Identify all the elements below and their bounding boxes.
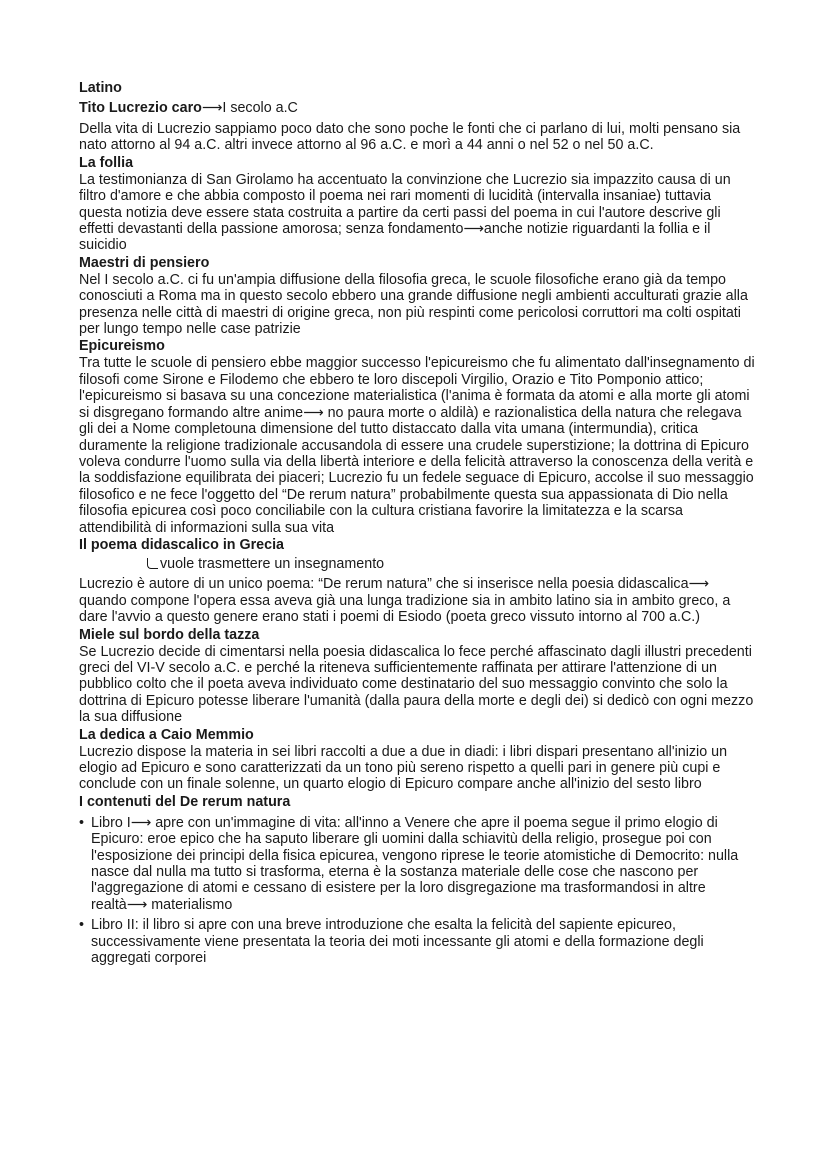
author-period: ⟶I secolo a.C [201, 100, 298, 116]
hook-arrow-icon [147, 558, 158, 569]
section-paragraph: Lucrezio dispose la materia in sei libri raccolti a due a due in diadi: i libri dispari presentano all'inizio un elogio ad Epicuro e sono caratterizzati da un tono più sereno rispetto a quelli pari in genere più cupi e conclude con un finale solenne, un quarto elogio di Epicuro compare anche all'inizio del sesto libro [79, 743, 728, 793]
section-heading: La dedica a Caio Memmio [79, 726, 254, 743]
section-paragraph: La testimonianza di San Girolamo ha accentuato la convinzione che Lucrezio sia impazzito causa di un filtro d'amore e che abbia composto il poema nei rari momenti di lucidità (intervalla insaniae) tuttavia questa notizia deve essere stata costruita a partire da certi passi del poema in cui l'autore descrive gli effetti devastanti della passione amorosa; senza fondamento⟶anche notizie riguardanti la follia e il suicidio [79, 171, 731, 254]
author-title-line [79, 99, 757, 117]
section-paragraph: Se Lucrezio decide di cimentarsi nella poesia didascalica lo fece perché affascinato dagli illustri precedenti greci del VI-V secolo a.C. e perché la riteneva sufficientemente raffinata per attirare l'attenzione di un pubblico colto che il poeta aveva individuato come destinatario del suo messaggio convinto che solo la dottrina di Epicuro potesse liberare l'umanità (dalla paura della morte e degli dei) si dedicò con ogni mezzo la sua diffusione [79, 643, 754, 726]
section-paragraph: Nel I secolo a.C. ci fu un'ampia diffusione della filosofia greca, le scuole filosofiche erano già da tempo conosciuti a Roma ma in questo secolo ebbero una grande diffusione negli ambienti acculturati grazie alla presenza nelle città di maestri di origine greca, non più respinti come pericolosi corruttori ma colti ospitati per lungo tempo nelle case patrizie [79, 271, 748, 338]
annotation-note [147, 556, 757, 572]
section-heading: I contenuti del De rerum natura [79, 793, 291, 810]
subject-heading: Latino [79, 80, 122, 96]
list-item: • Libro I⟶ apre con un'immagine di vita: all'inno a Venere che apre il poema segue il primo elogio di Epicuro: eroe epico che ha saputo liberare gli uomini dalla schiavitù della religio, prosegue poi con l'esposizione dei principi della fisica epicurea, vengono riprese le teorie atomistiche di Democrito: nulla nasce dal nulla ma tutto si trasforma, eterna è la sostanza materiale delle cose che nascono per l'aggregazione di atomi e cessano di esistere per la loro disgregazione ma trasformandosi in altre realtà⟶ materialismo [79, 815, 757, 913]
annotation-text: vuole trasmettere un insegnamento [160, 555, 385, 572]
section-heading: Il poema didascalico in Grecia [79, 536, 285, 553]
contents-list [79, 815, 757, 967]
author-name: Tito Lucrezio caro [79, 100, 202, 116]
section-paragraph: Lucrezio è autore di un unico poema: “De rerum natura” che si inserisce nella poesia didascalica⟶ quando compone l'opera essa aveva già una lunga tradizione sia in ambito latino sia in ambito greco, a dare l'avvio a questo genere erano stati i poemi di Esiodo (poeta greco vissuto intorno al 700 a.C.) [79, 576, 731, 626]
section-heading: La follia [79, 154, 134, 171]
intro-paragraph: Della vita di Lucrezio sappiamo poco dato che sono poche le fonti che ci parlano di lui, molti pensano sia nato attorno al 94 a.C. altri invece attorno al 96 a.C. e morì a 44 anni o nel 52 o nel 50 a.C. [79, 121, 741, 154]
list-item: • Libro II: il libro si apre con una breve introduzione che esalta la felicità del sapiente epicureo, successivamente viene presentata la teoria dei moti incessante gli atomi e della formazione degli aggregati corporei [79, 917, 757, 966]
section-heading: Miele sul bordo della tazza [79, 626, 260, 643]
section-heading: Epicureismo [79, 338, 165, 355]
section-heading: Maestri di pensiero [79, 254, 210, 271]
section-paragraph: Tra tutte le scuole di pensiero ebbe maggior successo l'epicureismo che fu alimentato dall'insegnamento di filosofi come Sirone e Filodemo che ebbero te loro discepoli Virgilio, Orazio e Tito Pomponio attico; l'epicureismo si basava su una concezione materialistica (l'anima è formata da atomi e alla morte gli atomi si disgregano formando altre anime⟶ no paura morte o aldilà) e razionalistica della natura che relegava gli dei a Nome completouna dimensione del tutto distaccato dalla vita umana (intermundia), critica duramente la religione tradizionale accusandola di essere una crudele superstizione; la dottrina di Epicuro voleva condurre l'uomo sulla via della libertà interiore e della felicità attraverso la conoscenza della verità e la soddisfazione equilibrata dei piaceri; Lucrezio fu un fedele seguace di Epicuro, accolse il suo messaggio filosofico e ne fece l'oggetto del “De rerum natura” probabilmente questa sua appassionata di Dio nella filosofia epicurea così poco conciliabile con la cultura cristiana favorire la limitatezza e la scarsa attendibilità di informazioni sulla sua vita [79, 355, 755, 536]
document-page [79, 79, 757, 970]
